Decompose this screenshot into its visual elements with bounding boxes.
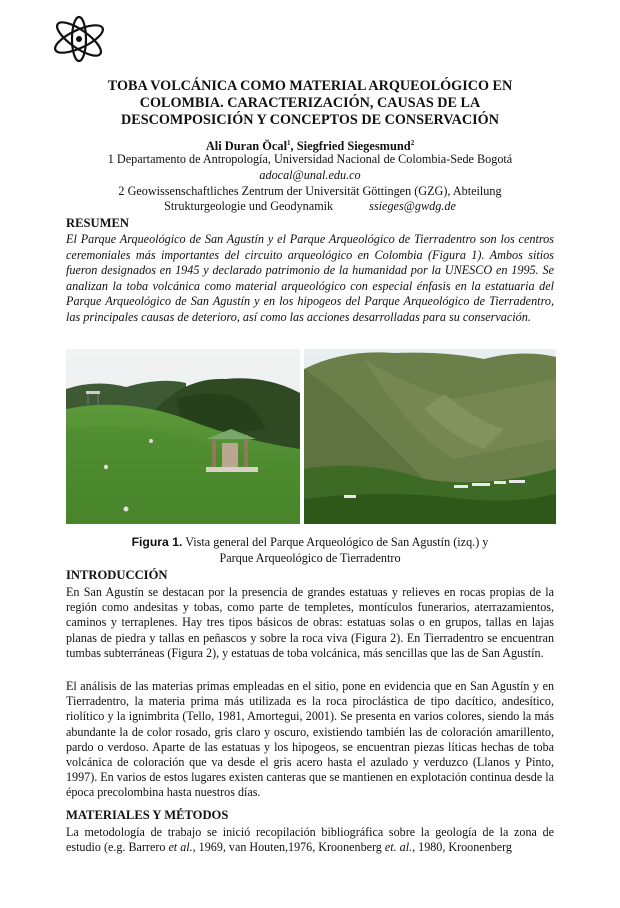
materiales-etal-2: et. al. — [384, 840, 413, 855]
figure-1-tierradentro-photo — [304, 349, 556, 524]
affiliation-1: 1 Departamento de Antropología, Universidad Nacional de Colombia-Sede Bogotá — [107, 152, 513, 166]
materiales-etal-1: et al. — [168, 840, 193, 855]
materiales-text-a: La metodología de trabajo se inició recopilación bibliográfica sobre la geología de la zona de estudio (e.g. Barrero — [66, 825, 554, 855]
abstract-text: El Parque Arqueológico de San Agustín y el Parque Arqueológico de Tierradentro son los centros ceremoniales más importantes del circuito arqueológico en Colombia (Figura 1). Ambos sitios fueron designados en 1945 y declarado patrimonio de la humanidad por la UNESCO en 1995. Se analizan la toba volcánica como material arqueológico con especial énfasis en la estatuaria del Parque Arqueológico de San Agustín y en los hipogeos del Parque Arqueológico de Tierradentro, las principales causas de deterioro, así como las acciones desarrolladas para su conservación. — [66, 232, 554, 324]
author-1: Ali Duran Öcal — [205, 139, 288, 154]
paper-title — [66, 78, 554, 129]
affiliation-2: 2 Geowissenschaftliches Zentrum der Universität Göttingen (GZG), Abteilung — [118, 184, 502, 198]
author-2-affil-mark: 2 — [410, 139, 415, 147]
author-2: Siegfried Siegesmund — [296, 139, 411, 154]
introduccion-paragraph-2: El análisis de las materias primas empleadas en el sitio, pone en evidencia que en San Agustín y en Tierradentro, la materia prima más utilizada es la roca piroclástica de tipo dacítico, andesítico, riolítico y la ignimbrita (Tello, 1981, Amortegui, 2001). Se presenta en varios colores, siendo la más abundante la de color rosado, gris claro y oscuro, existiendo también las de coloración amarillento, pardo o verdoso. Aparte de las estatuas y los hipogeos, se encuentran piezas líticas hechas de toba volcánica de coloración que va desde el gris acero hasta el azulado y verduzco (Llanos y Pinto, 1997). En varios de estos lugares existen canteras que se mantienen en explotación continua desde la época precolombina hasta nuestros días. — [66, 679, 554, 800]
figure-1-san-agustin-photo — [66, 349, 300, 524]
introduccion-heading: INTRODUCCIÓN — [66, 568, 168, 582]
affiliation-2-email[interactable]: ssieges@gwdg.de — [369, 199, 456, 213]
resumen-heading: RESUMEN — [66, 216, 129, 230]
materiales-text-c: , 1980, Kroonenberg — [412, 840, 512, 855]
figure-1-caption — [66, 535, 554, 566]
atom-logo-icon — [50, 14, 108, 64]
materiales-paragraph — [66, 825, 554, 855]
materiales-text-b: , 1969, van Houten,1976, Kroonenberg — [192, 840, 385, 855]
materiales-heading: MATERIALES Y MÉTODOS — [66, 808, 229, 822]
author-1-affil-mark: 1 — [287, 139, 291, 147]
affiliation-2-dept: Strukturgeologie und Geodynamik — [164, 199, 334, 213]
figure-1-label: Figura 1. — [131, 535, 183, 549]
affiliation-1-email[interactable]: adocal@unal.edu.co — [259, 168, 361, 182]
title-line-2: COLOMBIA. CARACTERIZACIÓN, CAUSAS DE LA — [139, 95, 481, 111]
introduccion-paragraph-1: En San Agustín se destacan por la presencia de grandes estatuas y relieves en rocas propias de la región como andesitas y tobas, como parte de templetes, montículos funerarios, aterrazamientos, caminos y terraplenes. Hay tres tipos básicos de obras: estatuas solas o en grupos, tallas en lajas planas de piedra y tallas en peñascos y sobre la roca viva (Figura 2). En Tierradentro se encuentran tumbas subterráneas (Figura 2), y estatuas de toba volcánica, más sencillas que las de San Agustín. — [66, 585, 554, 660]
title-line-3: DESCOMPOSICIÓN Y CONCEPTOS DE CONSERVACIÓN — [121, 112, 499, 128]
figure-1-caption-text: Vista general del Parque Arqueológico de San Agustín (izq.) y — [182, 535, 489, 549]
title-line-1: TOBA VOLCÁNICA COMO MATERIAL ARQUEOLÓGICO EN — [107, 78, 513, 94]
affiliation-2-line-2 — [66, 199, 554, 215]
author-separator: , — [290, 139, 297, 154]
figure-1-caption-text-2: Parque Arqueológico de Tierradentro — [219, 550, 401, 565]
